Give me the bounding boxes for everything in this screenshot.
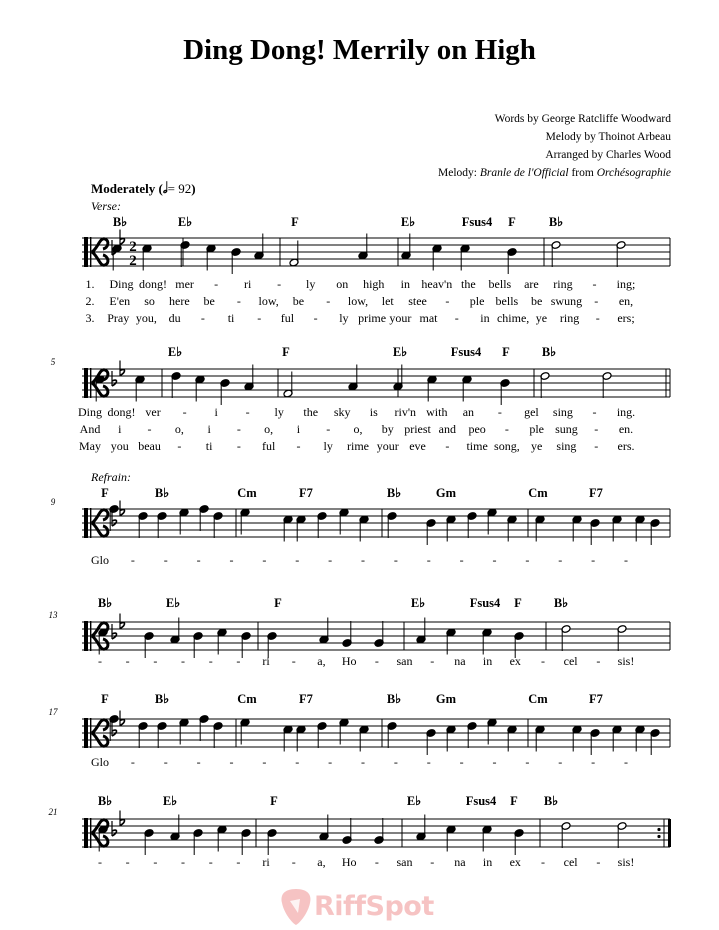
lyric-syllable: in	[480, 311, 490, 325]
lyric-syllable: ye	[531, 439, 543, 453]
chord-symbol: E♭	[177, 215, 193, 229]
lyric-syllable: -	[196, 755, 201, 769]
lyric-syllable: you	[110, 439, 129, 453]
lyric-syllable: -	[130, 755, 135, 769]
refrain-label: Refrain:	[91, 470, 131, 484]
lyric-syllable: -	[181, 855, 186, 869]
chord-symbol: F	[508, 215, 516, 229]
lyric-syllable: bells	[495, 294, 519, 308]
measure-number: 5	[50, 357, 56, 367]
lyric-syllable: -	[326, 422, 331, 436]
lyric-syllable: in	[482, 855, 493, 869]
lyric-syllable: -	[296, 439, 301, 453]
lyric-syllable: -	[328, 755, 333, 769]
lyric-syllable: ti	[227, 311, 235, 325]
lyric-syllable: on	[336, 277, 349, 291]
lyric-syllable: priest	[404, 422, 431, 436]
lyric-syllable: i	[207, 422, 211, 436]
lyric-syllable: peo	[468, 422, 486, 436]
lyric-syllable: -	[558, 553, 563, 567]
lyric-syllable: in	[400, 277, 410, 291]
measure-number: 13	[48, 610, 58, 620]
lyric-syllable: -	[393, 755, 398, 769]
lyric-syllable: i	[214, 405, 218, 419]
lyric-syllable: -	[236, 294, 241, 308]
chord-symbol: F	[101, 486, 109, 500]
lyric-syllable: -	[229, 553, 234, 567]
lyric-syllable: ri	[262, 855, 270, 869]
lyric-syllable: i	[296, 422, 301, 436]
lyric-syllable: -	[374, 654, 379, 668]
lyric-syllable: -	[153, 654, 158, 668]
lyric-syllable: -	[181, 654, 186, 668]
lyric-syllable: -	[594, 439, 599, 453]
half-note-icon: 𝅗𝅥	[162, 181, 168, 197]
source-book: Orchésographie	[596, 167, 671, 179]
lyric-syllable: low,	[258, 294, 279, 308]
lyric-syllable: -	[592, 277, 597, 291]
flat-sign-icon	[112, 821, 117, 836]
lyric-syllable: swung	[550, 294, 583, 308]
lyric-syllable: -	[295, 553, 300, 567]
lyric-syllable: -	[445, 439, 450, 453]
chord-symbol: F	[282, 345, 290, 359]
lyric-syllable: -	[624, 755, 628, 769]
lyric-syllable: -	[98, 654, 102, 668]
lyric-syllable: -	[454, 311, 459, 325]
chord-symbol: Cm	[237, 692, 257, 706]
lyric-syllable: -	[430, 855, 435, 869]
clef-thin-bar	[90, 621, 91, 651]
lyric-syllable: ver	[145, 405, 161, 419]
lyric-syllable: in	[482, 654, 493, 668]
lyric-syllable: -	[596, 654, 601, 668]
chord-symbol: F7	[299, 486, 313, 500]
lyric-syllable: -	[558, 755, 563, 769]
lyric-syllable: -	[591, 755, 596, 769]
lyric-syllable: -	[497, 405, 502, 419]
chord-symbol: F7	[589, 486, 603, 500]
chord-symbol: B♭	[386, 692, 402, 706]
lyric-syllable: the	[461, 277, 476, 291]
flat-sign-icon	[120, 361, 125, 376]
clef-thin-bar	[90, 368, 91, 398]
lyric-syllable: -	[125, 654, 130, 668]
lyric-syllable: -	[236, 422, 241, 436]
lyric-syllable: ple	[469, 294, 485, 308]
lyric-syllable: -	[125, 855, 130, 869]
lyric-syllable: na	[454, 654, 466, 668]
lyric-syllable: ple	[529, 422, 545, 436]
lyric-syllable: -	[591, 553, 596, 567]
flat-sign-icon	[120, 614, 125, 629]
credit-arranger: Arranged by Charles Wood	[545, 149, 671, 161]
lyric-syllable: -	[130, 553, 135, 567]
flat-sign-icon	[120, 501, 125, 516]
lyric-syllable: -	[291, 855, 296, 869]
lyric-syllable: high	[363, 277, 385, 291]
verse-label: Verse:	[91, 199, 121, 213]
chord-symbol: E♭	[167, 345, 183, 359]
clef-thick-bar	[84, 508, 88, 538]
lyric-syllable: ers;	[617, 311, 635, 325]
chord-symbol: F	[514, 596, 522, 610]
lyric-syllable: ri	[243, 277, 252, 291]
lyric-syllable: and	[438, 422, 456, 436]
lyric-syllable: you,	[135, 311, 157, 325]
chord-symbol: Fsus4	[469, 596, 501, 610]
time-signature-bottom: 2	[129, 253, 137, 269]
lyric-syllable: your	[376, 439, 399, 453]
chord-symbol: E♭	[410, 596, 426, 610]
lyric-syllable: Ding	[109, 277, 134, 291]
lyric-syllable: ex	[509, 855, 521, 869]
lyric-syllable: -	[540, 654, 545, 668]
tempo-word: Moderately	[91, 181, 156, 196]
lyric-syllable: -	[214, 277, 219, 291]
lyric-syllable: -	[592, 405, 597, 419]
lyric-syllable: -	[426, 755, 431, 769]
lyric-syllable: 1.	[85, 277, 95, 291]
flat-bowl	[120, 510, 125, 516]
lyric-syllable: gel	[524, 405, 539, 419]
time-signature-top: 2	[129, 239, 137, 255]
chord-symbol: B♭	[386, 486, 402, 500]
lyric-syllable: sing	[556, 439, 577, 453]
lyric-syllable: -	[525, 755, 530, 769]
lyric-syllable: -	[200, 311, 205, 325]
lyric-syllable: ful	[280, 311, 295, 325]
chord-symbol: B♭	[154, 486, 170, 500]
flat-sign-icon	[112, 371, 117, 386]
lyric-syllable: -	[594, 422, 599, 436]
lyric-syllable: -	[208, 654, 213, 668]
chord-symbol: B♭	[97, 596, 113, 610]
lyric-syllable: san	[396, 654, 413, 668]
lyric-syllable: so	[144, 294, 155, 308]
lyric-syllable: low,	[347, 294, 369, 308]
lyric-syllable: ful	[261, 439, 276, 453]
lyric-syllable: -	[163, 755, 168, 769]
lyric-syllable: prime	[358, 311, 387, 325]
lyric-syllable: song,	[494, 439, 520, 453]
lyric-syllable: ly	[339, 311, 349, 325]
lyric-syllable: ex	[509, 654, 521, 668]
lyric-syllable: dong!	[107, 405, 136, 419]
flat-sign-icon	[112, 511, 117, 526]
chord-symbol: Fsus4	[465, 794, 497, 808]
lyric-syllable: -	[328, 553, 333, 567]
chord-symbol: E♭	[162, 794, 178, 808]
clef-thick-bar	[84, 818, 88, 848]
flat-sign-icon	[112, 624, 117, 639]
lyric-syllable: May	[79, 439, 101, 453]
lyric-syllable: -	[361, 553, 365, 567]
flat-sign-icon	[112, 721, 117, 736]
flat-bowl	[120, 820, 125, 826]
lyric-syllable: sis!	[617, 654, 635, 668]
lyric-syllable: let	[381, 294, 394, 308]
guitar-pick-icon	[278, 887, 314, 927]
lyric-syllable: a,	[317, 654, 326, 668]
lyric-syllable: by	[381, 422, 394, 436]
lyric-syllable: And	[79, 422, 101, 436]
lyric-syllable: -	[492, 755, 497, 769]
lyric-syllable: Ho	[341, 654, 357, 668]
lyric-syllable: i	[118, 422, 122, 436]
credit-words: Words by George Ratcliffe Woodward	[494, 113, 671, 125]
clef-thick-bar	[84, 237, 88, 267]
lyric-syllable: sing	[552, 405, 573, 419]
lyric-syllable: -	[595, 311, 600, 325]
lyric-syllable: -	[208, 855, 213, 869]
measure-number: 17	[48, 707, 58, 717]
lyric-syllable: ring	[553, 277, 573, 291]
lyric-syllable: o,	[174, 422, 184, 436]
lyric-syllable: o,	[353, 422, 363, 436]
lyric-syllable: -	[98, 855, 102, 869]
lyric-syllable: is	[369, 405, 378, 419]
repeat-dot	[657, 835, 660, 838]
lyric-syllable: ye	[535, 311, 548, 325]
lyric-syllable: -	[229, 755, 234, 769]
chord-symbol: B♭	[97, 794, 113, 808]
tempo-paren-open: (	[158, 181, 163, 196]
lyric-syllable: -	[153, 855, 158, 869]
chord-symbol: Fsus4	[450, 345, 482, 359]
lyric-syllable: -	[326, 294, 331, 308]
chord-symbol: E♭	[392, 345, 408, 359]
lyric-syllable: beau	[138, 439, 161, 453]
lyric-syllable: bells	[488, 277, 512, 291]
lyric-syllable: en,	[618, 294, 634, 308]
lyric-syllable: -	[393, 553, 398, 567]
lyric-syllable: o,	[264, 422, 274, 436]
lyric-syllable: -	[430, 654, 435, 668]
lyric-syllable: -	[295, 755, 300, 769]
chord-symbol: F	[101, 692, 109, 706]
lyric-syllable: ri	[262, 654, 270, 668]
lyric-syllable: the	[303, 405, 319, 419]
chord-symbol: B♭	[543, 794, 559, 808]
lyric-syllable: rime	[347, 439, 369, 453]
lyric-syllable: cel	[563, 654, 578, 668]
lyric-syllable: ers.	[617, 439, 635, 453]
lyric-syllable: riv'n	[394, 405, 417, 419]
lyric-syllable: -	[459, 553, 464, 567]
lyric-syllable: na	[454, 855, 466, 869]
lyric-syllable: -	[525, 553, 530, 567]
lyric-syllable: -	[492, 553, 497, 567]
lyric-syllable: -	[245, 405, 250, 419]
chord-symbol: B♭	[112, 215, 128, 229]
flat-bowl	[120, 623, 125, 629]
source-mid: from	[568, 167, 597, 179]
lyric-syllable: du	[168, 311, 181, 325]
lyric-syllable: are	[524, 277, 539, 291]
flat-bowl	[120, 370, 125, 376]
lyric-syllable: ly	[274, 405, 284, 419]
lyric-syllable: -	[540, 855, 545, 869]
lyric-syllable: sung	[555, 422, 578, 436]
clef-thin-bar	[90, 508, 91, 538]
lyric-syllable: E'en	[109, 294, 131, 308]
lyric-syllable: -	[374, 855, 379, 869]
chord-symbol: B♭	[541, 345, 557, 359]
lyric-syllable: ing;	[616, 277, 636, 291]
tempo-bpm: = 92	[167, 181, 192, 196]
lyric-syllable: -	[147, 422, 152, 436]
flat-bowl	[120, 720, 125, 726]
lyric-syllable: -	[262, 553, 267, 567]
lyric-syllable: -	[262, 755, 267, 769]
lyric-syllable: mat	[419, 311, 438, 325]
chord-symbol: E♭	[406, 794, 422, 808]
lyric-syllable: -	[313, 311, 318, 325]
page-title: Ding Dong! Merrily on High	[183, 34, 536, 66]
lyric-syllable: ring	[559, 311, 580, 325]
lyric-syllable: -	[459, 755, 464, 769]
riffspot-logo	[278, 885, 448, 929]
lyric-syllable: Glo	[91, 553, 109, 567]
measure-number: 9	[50, 497, 56, 507]
lyric-syllable: your	[389, 311, 412, 325]
lyric-syllable: time	[466, 439, 488, 453]
lyric-syllable: heav'n	[421, 277, 453, 291]
flat-sign-icon	[120, 811, 125, 826]
chord-symbol: E♭	[165, 596, 181, 610]
lyric-syllable: with	[426, 405, 448, 419]
lyric-syllable: -	[236, 855, 241, 869]
final-bar-thick	[668, 819, 671, 847]
lyric-syllable: be	[203, 294, 215, 308]
lyric-syllable: -	[596, 855, 601, 869]
chord-symbol: F	[270, 794, 278, 808]
lyric-syllable: eve	[409, 439, 426, 453]
lyric-syllable: be	[531, 294, 543, 308]
clef-thin-bar	[90, 237, 91, 267]
lyric-syllable: -	[361, 755, 365, 769]
lyric-syllable: Ding	[78, 405, 102, 419]
chord-symbol: F	[274, 596, 282, 610]
lyric-syllable: -	[594, 294, 599, 308]
repeat-dot	[657, 828, 660, 831]
lyric-syllable: ti	[205, 439, 213, 453]
chord-symbol: Cm	[528, 692, 548, 706]
clef-thick-bar	[84, 368, 88, 398]
chord-symbol: B♭	[553, 596, 569, 610]
tempo-paren-close: )	[191, 181, 196, 196]
lyric-syllable: san	[396, 855, 413, 869]
lyric-syllable: ly	[306, 277, 316, 291]
chord-symbol: F	[502, 345, 510, 359]
lyric-syllable: a,	[317, 855, 326, 869]
clef-thick-bar	[84, 621, 88, 651]
chord-symbol: F	[291, 215, 299, 229]
lyric-syllable: sis!	[617, 855, 635, 869]
flat-sign-icon	[120, 230, 125, 245]
lyric-syllable: chime,	[496, 311, 530, 325]
lyric-syllable: an	[462, 405, 475, 419]
lyric-syllable: mer	[175, 277, 194, 291]
lyric-syllable: -	[291, 654, 296, 668]
clef-thin-bar	[90, 718, 91, 748]
chord-symbol: B♭	[154, 692, 170, 706]
lyric-syllable: cel	[563, 855, 578, 869]
lyric-syllable: 3.	[85, 311, 95, 325]
lyric-syllable: Pray	[107, 311, 130, 325]
lyric-syllable: -	[163, 553, 168, 567]
lyric-syllable: -	[426, 553, 431, 567]
lyric-syllable: here	[169, 294, 190, 308]
source-title: Branle de l'Official	[479, 167, 569, 179]
lyric-syllable: sky	[333, 405, 351, 419]
chord-symbol: F7	[299, 692, 313, 706]
chord-symbol: F	[510, 794, 518, 808]
flat-bowl	[120, 239, 125, 245]
chord-symbol: Gm	[435, 486, 457, 500]
lyric-syllable: -	[257, 311, 262, 325]
lyric-syllable: ing.	[616, 405, 636, 419]
clef-thick-bar	[84, 718, 88, 748]
lyric-syllable: -	[624, 553, 628, 567]
clef-thin-bar	[90, 818, 91, 848]
chord-symbol: Fsus4	[461, 215, 493, 229]
lyric-syllable: stee	[408, 294, 427, 308]
lyric-syllable: -	[277, 277, 282, 291]
lyric-syllable: -	[182, 405, 187, 419]
brand-name: RiffSpot	[314, 891, 434, 922]
lyric-syllable: -	[236, 439, 241, 453]
lyric-syllable: en.	[618, 422, 634, 436]
flat-sign-icon	[120, 711, 125, 726]
lyric-syllable: dong!	[139, 277, 168, 291]
chord-symbol: Cm	[237, 486, 257, 500]
lyric-syllable: -	[504, 422, 509, 436]
lyric-syllable: ly	[323, 439, 333, 453]
chord-symbol: F7	[589, 692, 603, 706]
source-prefix: Melody:	[438, 167, 480, 179]
credit-melody: Melody by Thoinot Arbeau	[545, 131, 671, 143]
measure-number: 21	[48, 807, 58, 817]
lyric-syllable: -	[177, 439, 182, 453]
lyric-syllable: 2.	[85, 294, 95, 308]
chord-symbol: Cm	[528, 486, 548, 500]
lyric-syllable: -	[445, 294, 450, 308]
lyric-syllable: Glo	[91, 755, 109, 769]
lyric-syllable: -	[196, 553, 201, 567]
lyric-syllable: -	[236, 654, 241, 668]
chord-symbol: E♭	[400, 215, 416, 229]
chord-symbol: B♭	[548, 215, 564, 229]
chord-symbol: Gm	[435, 692, 457, 706]
lyric-syllable: be	[292, 294, 305, 308]
lyric-syllable: Ho	[341, 855, 357, 869]
